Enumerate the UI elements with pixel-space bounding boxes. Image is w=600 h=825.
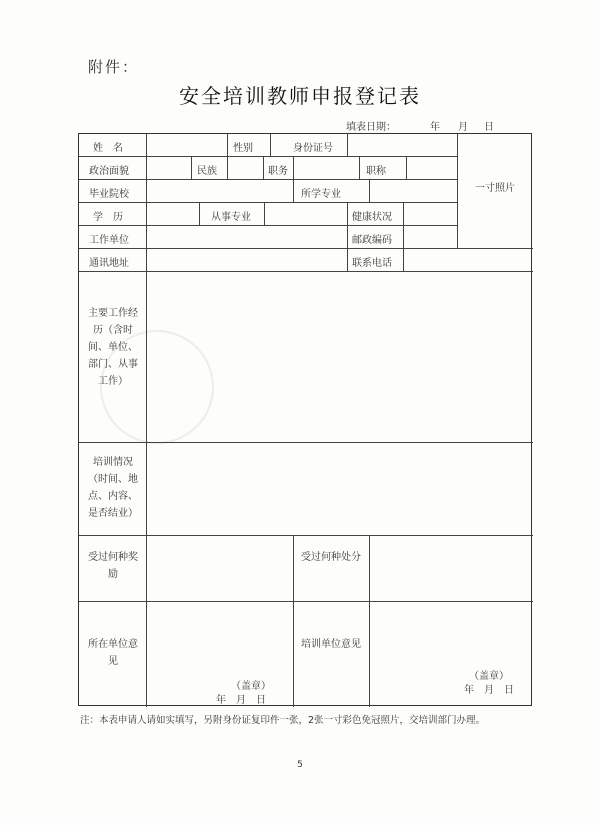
label-education: 学 历 [93, 212, 123, 223]
label-trainer-opinion: 培训单位意见 [301, 639, 361, 650]
label-graduated-from: 毕业院校 [89, 189, 129, 200]
label-name: 姓 名 [93, 143, 123, 154]
label-penalties: 受过何种处分 [301, 552, 361, 563]
label-address: 通讯地址 [89, 258, 129, 269]
fill-date-label: 填表日期： [346, 122, 396, 133]
form-title: 安全培训教师申报登记表 [179, 84, 421, 108]
footnote: 注：本表申请人请如实填写，另附身份证复印件一张，2张一寸彩色免冠照片，交培训部门办理。 [80, 715, 486, 726]
fill-date-month: 月 [458, 122, 468, 133]
label-employer: 工作单位 [89, 235, 129, 246]
registration-form-table [78, 133, 532, 706]
label-photo: 一寸照片 [475, 183, 515, 194]
label-position: 职务 [268, 166, 288, 177]
label-ethnicity: 民族 [197, 166, 217, 177]
attachment-label: 附件： [88, 58, 140, 76]
label-postcode: 邮政编码 [352, 235, 392, 246]
label-gender: 性别 [233, 143, 253, 154]
label-training: 培训情况（时间、地点、内容、是否结业） [88, 457, 138, 519]
date-right: 年 月 日 [464, 685, 514, 696]
seal-right: （盖章） [469, 671, 509, 682]
label-health: 健康状况 [352, 212, 392, 223]
label-occupation: 从事专业 [211, 212, 251, 223]
date-left: 年 月 日 [216, 695, 266, 706]
fill-date-year: 年 [430, 122, 440, 133]
label-major: 所学专业 [301, 189, 341, 200]
label-political-status: 政治面貌 [89, 166, 129, 177]
label-phone: 联系电话 [352, 258, 392, 269]
label-title-rank: 职称 [366, 166, 386, 177]
seal-left: （盖章） [231, 681, 271, 692]
label-employer-opinion: 所在单位意见 [88, 639, 138, 667]
label-awards: 受过何种奖励 [88, 552, 138, 580]
label-work-history: 主要工作经历（含时间、单位、部门、从事工作） [88, 308, 138, 387]
fill-date-day: 日 [484, 122, 494, 133]
page-number: 5 [297, 760, 303, 770]
label-id-number: 身份证号 [293, 143, 333, 154]
